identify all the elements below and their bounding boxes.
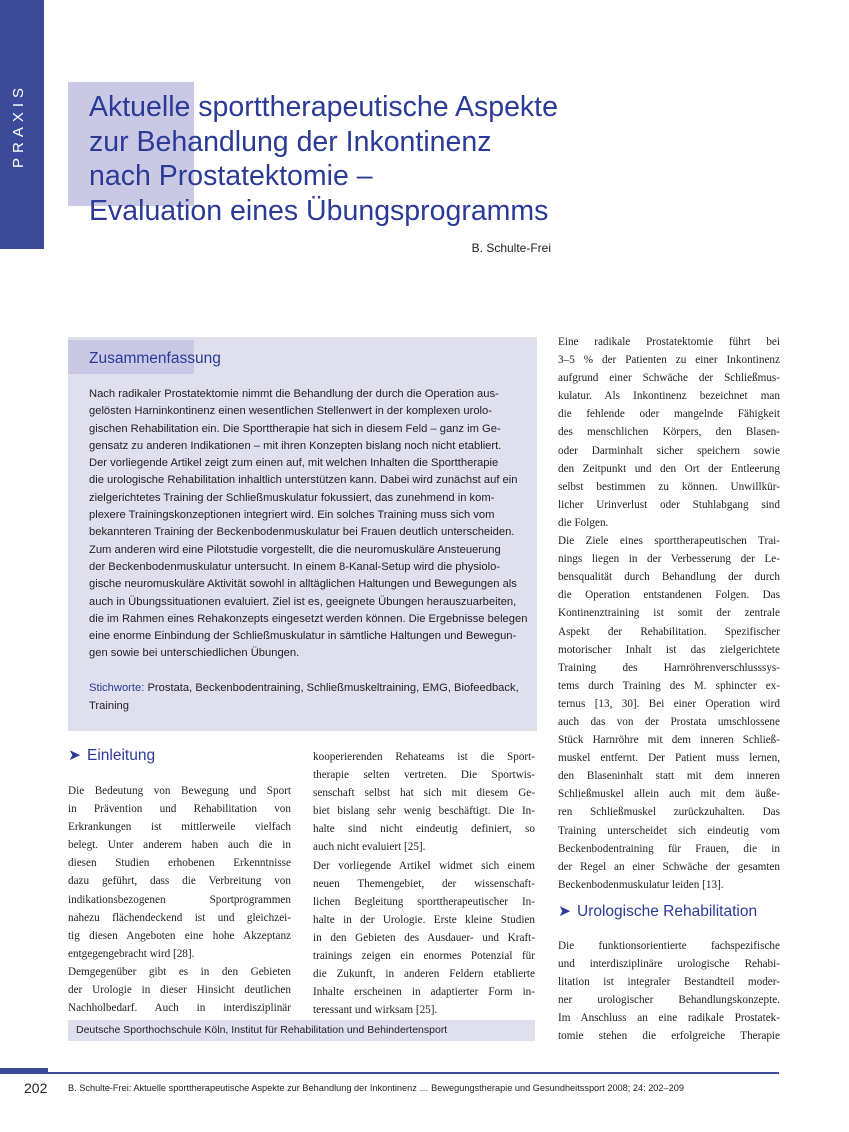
abstract-line: gischen Rehabilitation ein. Die Sporttherapie hat sich in diesem Feld – ganz im Ge- (89, 422, 501, 435)
text-line: Nachholbedarf. Auch in interdisziplinär (68, 1002, 291, 1015)
text-line: die Operation entstandenen Folgen. Das (558, 589, 780, 602)
section-label: PRAXIS (10, 82, 27, 168)
abstract-line: gensatz zu anderen Indikationen – mit ihren Konzepten bislang noch nicht etabliert. (89, 439, 502, 452)
text-line: kooperierenden Rehateams ist die Sport- (313, 751, 535, 763)
text-line: den Blaseninhalt statt mit dem inneren (558, 770, 780, 783)
text-line: in den Gebieten des Ausdauer- und Kraft- (313, 931, 535, 944)
text-line: belegt. Unter anderem haben auch die in (68, 839, 291, 852)
text-line: therapie selten vertreten. Die Sportwis- (313, 769, 535, 782)
author: B. Schulte-Frei (471, 241, 551, 255)
keywords-line (89, 679, 519, 697)
text-line: Die Bedeutung von Bewegung und Sport (68, 785, 291, 797)
title-line: nach Prostatektomie – (89, 160, 373, 192)
text-line: Der vorliegende Artikel widmet sich einem (313, 859, 535, 872)
page-number: 202 (24, 1080, 48, 1096)
text-line: Demgegenüber gibt es in den Gebieten (68, 965, 291, 978)
text-line: tig diesen Angeboten eine hohe Akzeptanz (68, 929, 291, 942)
text-line: selbst bestimmen zu können. Unwillkür- (558, 480, 780, 493)
text-line: Inhalte erscheinen in adaptierter Form in- (313, 986, 535, 999)
text-line: Schließmuskel allein auch mit dem äuße- (558, 788, 780, 801)
section-heading-text: Urologische Rehabilitation (577, 903, 758, 920)
title-line: Evaluation eines Übungsprogramms (89, 194, 549, 227)
text-line: Kontinenztraining ist somit der zentrale (558, 607, 780, 620)
text-line: Training des Harnröhrenverschlusssys- (558, 661, 780, 674)
abstract-line: Nach radikaler Prostatektomie nimmt die Behandlung der durch die Operation aus- (89, 388, 499, 400)
text-line: des menschlichen Körpers, den Blasen- (558, 426, 780, 439)
section-heading-text: Einleitung (87, 747, 156, 764)
text-line: Erkrankungen ist mittlerweile vielfach (68, 821, 291, 834)
abstract-text (89, 386, 527, 663)
column-left (68, 782, 291, 1017)
text-line: bensqualität durch Behandlung der durch (558, 571, 780, 584)
footer-tab (0, 1068, 48, 1074)
abstract-line: der Beckenbodenmuskulatur untersucht. In einem 8-Kanal-Setup wird die physiolo- (89, 560, 501, 573)
abstract-line: eine enorme Einbindung der Schließmuskulatur in sämtliche Haltungen und Bewegun- (89, 630, 517, 643)
keywords-line: Training (89, 700, 130, 712)
column-middle (313, 748, 535, 1019)
arrow-right-icon: ➤ (558, 903, 571, 920)
text-line: in Prävention und Rehabilitation von (68, 803, 291, 816)
text-line: muskel entfernt. Der Patient muss lernen, (558, 752, 780, 765)
text-line: teressant und wirksam [25]. (313, 1004, 438, 1017)
text-line: die Folgen. (558, 516, 609, 529)
text-line: halte sind nicht eindeutig definiert, so (313, 823, 535, 836)
text-line: Die Ziele eines sporttherapeutischen Trai- (558, 535, 780, 548)
footer-rule (0, 1072, 779, 1074)
text-line: entgegengebracht wird [28]. (68, 947, 195, 960)
text-line: litation ist integraler Bestandteil moder- (558, 976, 780, 989)
text-line: Eine radikale Prostatektomie führt bei (558, 336, 780, 348)
text-line: der Regel an einer Schwäche der gesamten (558, 860, 780, 873)
abstract-line: bekannteren Training der Beckenbodenmuskulatur bei Frauen deutlich unterscheiden. (89, 526, 515, 539)
text-line: trainings zeigen ein enormes Potenzial für (313, 950, 535, 963)
text-line: Die funktionsorientierte fachspezifische (558, 940, 780, 952)
citation: B. Schulte-Frei: Aktuelle sporttherapeutische Aspekte zur Behandlung der Inkontinenz … Bewegungstherapie und Gesundheitssport 2008; 24: 202–209 (68, 1083, 684, 1093)
affiliation: Deutsche Sporthochschule Köln, Institut für Rehabilitation und Behindertensport (76, 1024, 448, 1036)
abstract-line: plexere Trainingskonzeptionen integriert wird. Ein solches Training muss sich vom (89, 509, 495, 522)
section-heading-einleitung (68, 746, 155, 765)
keywords-text: Prostata, Beckenbodentraining, Schließmuskeltraining, EMG, Biofeedback, (144, 682, 519, 694)
text-line: auch das von der Prostata umschlossene (558, 715, 780, 728)
keywords (89, 679, 519, 715)
abstract-line: Der vorliegende Artikel zeigt zum einen auf, mit welchen Inhalten die Sporttherapie (89, 457, 499, 470)
text-line: biet bislang sehr wenig beschäftigt. Die In- (313, 805, 535, 818)
text-line: die Zukunft, in anderen Feldern etablierte (313, 968, 535, 981)
text-line: Training unterscheidet sich eindeutig vom (558, 824, 780, 837)
text-line: indikationsbezogenen Sportprogrammen (68, 893, 291, 906)
text-line: senschaft selbst hat sich mit diesem Ge- (313, 787, 535, 800)
text-line: dazu geführt, dass die Verbreitung von (68, 875, 291, 888)
abstract-line: die urologische Rehabilitation inhaltlich unterstützen kann. Dabei wird zunächst auf ein (89, 474, 518, 487)
text-line: licher Urinverlust oder Stuhlabgang sind (558, 498, 780, 511)
column-right-section2 (558, 937, 780, 1046)
keywords-label: Stichworte: (89, 682, 145, 694)
abstract-line: zielgerichtetes Training der Schließmuskulatur fokussiert, das zunehmend in kom- (89, 491, 495, 504)
abstract-heading: Zusammenfassung (89, 350, 221, 367)
title-line: zur Behandlung der Inkontinenz (89, 125, 492, 158)
text-line: motorischer Inhalt ist das zielgerichtete (558, 643, 780, 656)
text-line: den Zeitpunkt und den Ort der Entleerung (558, 462, 780, 475)
text-line: ternus [13, 30]. Bei einer Operation wird (558, 697, 780, 710)
abstract-line: Zum anderen wird eine Pilotstudie vorgestellt, die die neuromuskuläre Ansteuerung (89, 543, 501, 556)
text-line: neuen Themengebiet, der wissenschaft- (313, 877, 535, 890)
abstract-line: gen sowie bei unterschiedlichen Übungen. (89, 647, 300, 660)
sidebar-band (0, 0, 44, 249)
text-line: tomie stehen die erfolgreiche Therapie (558, 1030, 780, 1043)
text-line: Beckenbodenmuskulatur leiden [13]. (558, 878, 724, 891)
abstract-line: auch in Übungssituationen evaluiert. Ziel ist es, geeignete Übungen herauszuarbeiten, (89, 595, 517, 608)
text-line: ren Schließmuskel zurückzuhalten. Das (558, 806, 780, 819)
abstract-line: gelösten Harninkontinenz einen wesentlichen Stellenwert in der komplexen urolo- (89, 405, 492, 418)
abstract-line: gische neuromuskuläre Aktivität sowohl in alltäglichen Haltungen und Bewegungen als (89, 578, 517, 591)
column-right (558, 333, 780, 894)
text-line: halte in der Urologie. Erste kleine Studien (313, 913, 535, 926)
text-line: Stück Harnröhre mit dem inneren Schließ- (558, 734, 780, 747)
text-line: oder Darminhalt sicher speichern sowie (558, 444, 780, 457)
text-line: nahezu flächendeckend ist und gleichzei- (68, 911, 291, 924)
text-line: kulatur. Als Inkontinenz bezeichnet man (558, 390, 780, 403)
arrow-right-icon: ➤ (68, 747, 81, 764)
abstract-line: die im Rahmen eines Rehakonzepts eingesetzt werden können. Die Ergebnisse belegen (89, 612, 528, 625)
text-line: die fehlende oder mangelnde Fähigkeit (558, 408, 780, 421)
text-line: auch nicht evaluiert [25]. (313, 841, 426, 854)
text-line: der Urologie in dieser Hinsicht deutlichen (68, 984, 291, 997)
text-line: lichen Begleitung sporttherapeutischer In- (313, 895, 535, 908)
text-line: diesen Studien erhobenen Erkenntnisse (68, 857, 291, 870)
article-title (89, 90, 649, 228)
text-line: nings liegen in der Verbesserung der Le- (558, 553, 780, 566)
text-line: Aspekt der Rehabilitation. Spezifischer (558, 625, 780, 638)
text-line: aufgrund einer Schwäche der Schließmus- (558, 372, 780, 385)
text-line: ner urologischer Behandlungskonzepte. (558, 994, 780, 1007)
title-line: Aktuelle sporttherapeutische Aspekte (89, 91, 558, 123)
text-line: und interdisziplinäre urologische Rehabi- (558, 958, 780, 971)
text-line: 3–5 % der Patienten zu einer Inkontinenz (558, 354, 780, 367)
text-line: Im Anschluss an eine radikale Prostatek- (558, 1012, 780, 1025)
text-line: tems durch Training des M. sphincter ex- (558, 679, 780, 692)
section-heading-urologische-rehabilitation (558, 902, 757, 921)
text-line: Beckenbodentraining für Frauen, die in (558, 842, 780, 855)
